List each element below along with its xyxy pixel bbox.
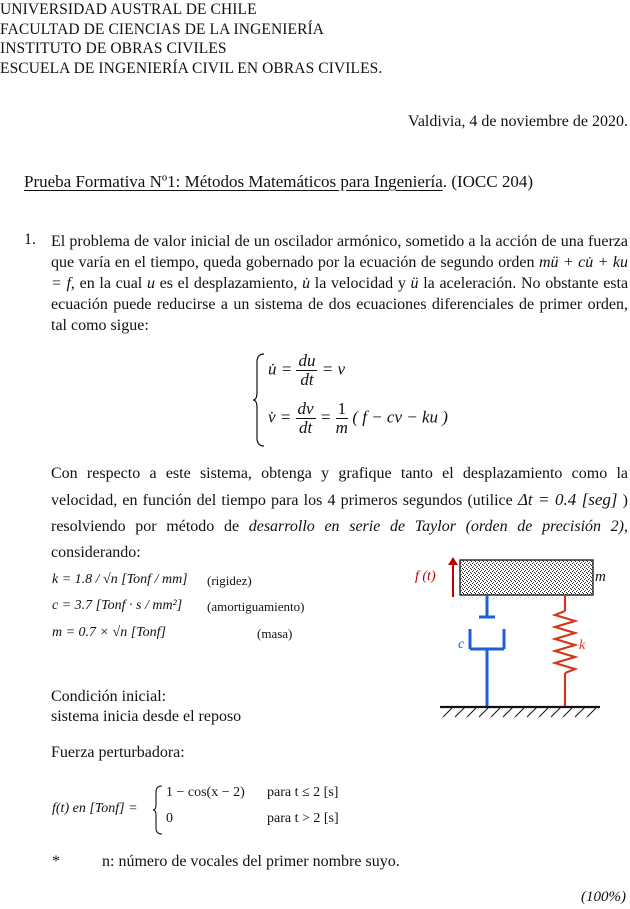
eq1-numerator: du bbox=[298, 351, 316, 370]
eq1-fraction bbox=[296, 352, 317, 389]
exam-title bbox=[24, 172, 533, 192]
force-arrow-head bbox=[448, 557, 458, 565]
piecewise-brace bbox=[152, 785, 164, 835]
question-task-paragraph bbox=[51, 461, 628, 566]
footnote-star: * bbox=[52, 853, 60, 870]
param-row-m bbox=[52, 625, 293, 641]
equation-1 bbox=[268, 352, 345, 389]
question-intro-paragraph bbox=[51, 231, 628, 336]
intro-text-b: , en la cual bbox=[70, 275, 143, 292]
damper bbox=[470, 595, 504, 707]
question-number: 1. bbox=[24, 231, 36, 248]
header-line-faculty: FACULTAD DE CIENCIAS DE LA INGENIERÍA bbox=[0, 20, 325, 38]
param-c-desc: (amortiguamiento) bbox=[207, 599, 305, 614]
piecewise-force bbox=[52, 783, 392, 839]
eq2-rhs: ( f − cv − ku ) bbox=[352, 407, 448, 427]
param-m-desc: (masa) bbox=[257, 626, 293, 641]
force-symbol-label: f (t) bbox=[415, 569, 436, 584]
param-m-expr: m = 0.7 × √n [Tonf] bbox=[52, 625, 166, 640]
system-brace bbox=[252, 352, 266, 448]
exam-course-code: . (IOCC 204) bbox=[442, 172, 534, 191]
ode-system bbox=[252, 352, 452, 452]
symbol-udot: u̇ bbox=[302, 275, 311, 292]
intro-text-e: la aceleración. No obstante esta ecuación puede reducirse a un sistema de dos ecuaciones diferenciales de primer orden, tal como sigue: bbox=[51, 275, 629, 334]
case1-expr: 1 − cos(x − 2) bbox=[166, 785, 245, 800]
time-step: Δt = 0.4 [seg] bbox=[517, 490, 618, 509]
eq2-numerator: dv bbox=[297, 399, 314, 418]
param-k-expr: k = 1.8 / √n [Tonf / mm] bbox=[52, 572, 188, 587]
spring-symbol-label: k bbox=[579, 638, 586, 653]
eq2-equals: = bbox=[319, 407, 332, 427]
param-row-c bbox=[52, 598, 305, 614]
header-line-institute: INSTITUTO DE OBRAS CIVILES bbox=[0, 40, 227, 57]
task-text-g: ) resolviendo por método de bbox=[51, 492, 628, 535]
coef-numerator: 1 bbox=[337, 399, 347, 418]
damper-symbol-label: c bbox=[458, 637, 465, 652]
spring bbox=[555, 595, 575, 707]
intro-text-c: es el desplazamiento, bbox=[159, 275, 298, 292]
mass-block bbox=[460, 560, 593, 595]
header-line-university: UNIVERSIDAD AUSTRAL DE CHILE bbox=[0, 1, 257, 18]
ground-hatch bbox=[443, 707, 597, 717]
eq1-lhs: u̇ = bbox=[268, 359, 293, 379]
case2-expr: 0 bbox=[166, 811, 173, 826]
eq2-denominator: dt bbox=[298, 418, 313, 437]
footnote-text: n: número de vocales del primer nombre suyo. bbox=[102, 853, 400, 870]
solution-method: desarrollo en serie de Taylor (orden de precisión 2) bbox=[248, 518, 625, 535]
document-date: Valdivia, 4 de noviembre de 2020. bbox=[408, 113, 628, 130]
symbol-uddot: ü bbox=[410, 275, 419, 292]
initial-condition-text: sistema inicia desde el reposo bbox=[51, 708, 242, 725]
eq2-fraction bbox=[296, 400, 316, 437]
eq1-denominator: dt bbox=[300, 370, 314, 389]
ode-equation: mü + cu̇ + ku = f bbox=[51, 254, 629, 292]
param-row-k bbox=[52, 572, 252, 588]
force-label: Fuerza perturbadora: bbox=[51, 744, 185, 761]
force-lhs: f(t) en [Tonf] = bbox=[52, 801, 138, 816]
score-percent: (100%) bbox=[581, 889, 626, 905]
intro-text: El problema de valor inicial de un oscilador armónico, sometido a la acción de una fuerza que varía en el tiempo, queda gobernado por la ecuación de segundo orden bbox=[51, 233, 628, 271]
initial-condition-label: Condición inicial: bbox=[51, 688, 167, 705]
equation-2 bbox=[268, 400, 448, 437]
case2-condition: para t > 2 [s] bbox=[267, 811, 339, 826]
param-k-desc: (rigidez) bbox=[207, 573, 252, 588]
param-c-expr: c = 3.7 [Tonf · s / mm²] bbox=[52, 598, 183, 613]
eq2-lhs: v̇ = bbox=[268, 407, 292, 427]
coef-denominator: m bbox=[335, 418, 348, 437]
case1-condition: para t ≤ 2 [s] bbox=[267, 785, 339, 800]
header-line-school: ESCUELA DE INGENIERÍA CIVIL EN OBRAS CIVILES. bbox=[0, 59, 383, 77]
eq2-coefficient bbox=[336, 400, 349, 437]
oscillator-figure bbox=[415, 557, 630, 732]
eq1-rhs: = v bbox=[321, 359, 346, 379]
intro-text-d: la velocidad y bbox=[314, 275, 406, 292]
institution-header bbox=[0, 0, 382, 78]
symbol-u: u bbox=[146, 275, 155, 292]
task-text-h: , considerando: bbox=[51, 518, 629, 561]
mass-symbol-label: m bbox=[595, 569, 606, 585]
exam-title-main: Prueba Formativa Nº1: Métodos Matemáticos para Ingeniería bbox=[24, 172, 443, 191]
task-text: Con respecto a este sistema, obtenga y grafique tanto el desplazamiento como la velocidad, en función del tiempo para los 4 primeros segundos (utilice bbox=[51, 465, 628, 509]
